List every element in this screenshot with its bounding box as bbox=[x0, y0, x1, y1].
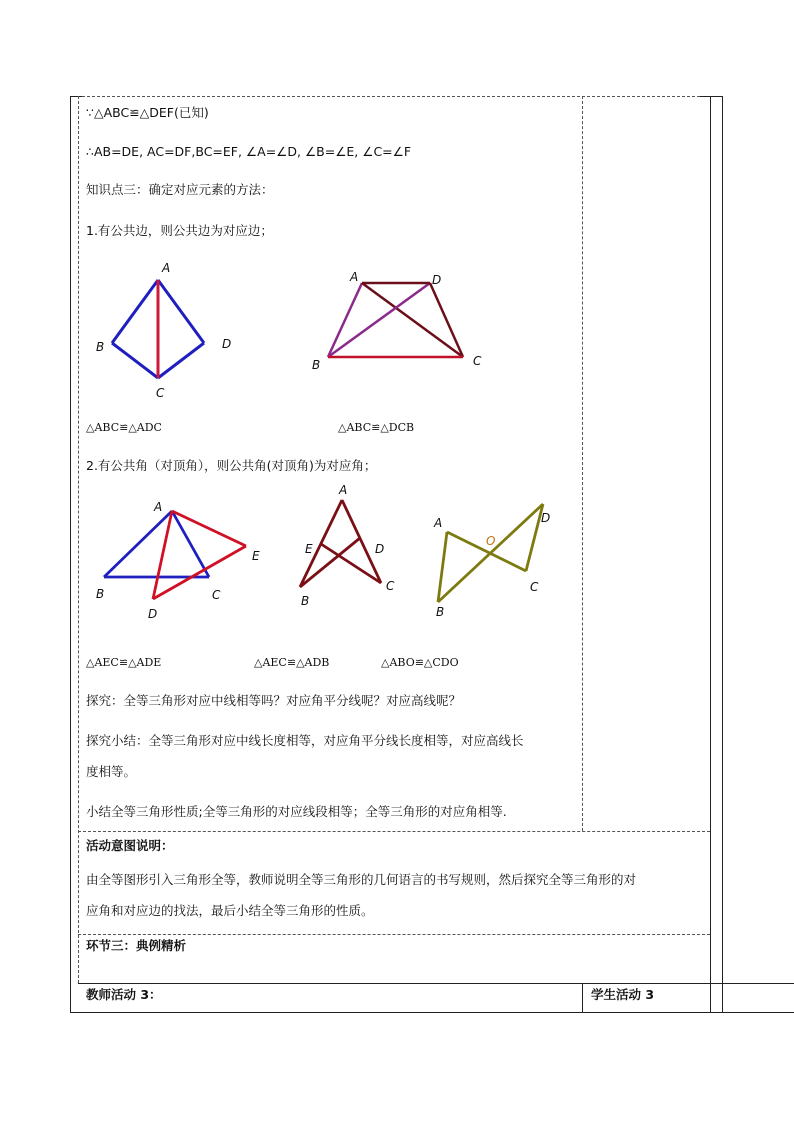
knowledge-point-three: 知识点三：确定对应元素的方法： bbox=[86, 182, 274, 197]
caption-shared-vertex: △AEC≌△ADB bbox=[254, 656, 330, 669]
label-o: O bbox=[486, 534, 496, 548]
premise-line: ∵△ABC≌△DEF(已知) bbox=[86, 105, 209, 120]
label-d: D bbox=[375, 542, 385, 556]
intent-text-line1: 由全等图形引入三角形全等，教师说明全等三角形的几何语言的书写规则，然后探究全等三角形的对 bbox=[86, 872, 637, 887]
label-b: B bbox=[96, 587, 105, 601]
side-de bbox=[153, 546, 246, 599]
outer-left-border bbox=[70, 96, 71, 1013]
label-b: B bbox=[436, 605, 445, 619]
explore-summary-line1: 探究小结：全等三角形对应中线长度相等，对应角平分线长度相等，对应高线长 bbox=[86, 733, 524, 748]
label-a: A bbox=[350, 270, 359, 284]
figure-bowtie bbox=[428, 498, 568, 620]
row-divider-intent bbox=[78, 831, 710, 832]
label-a: A bbox=[339, 483, 348, 497]
caption-rotated: △AEC≌△ADE bbox=[86, 656, 162, 669]
top-border bbox=[82, 96, 710, 97]
figure-kite bbox=[90, 258, 250, 403]
teacher-activity-label: 教师活动 3： bbox=[86, 987, 162, 1002]
figure-crossed-triangles bbox=[308, 262, 498, 377]
footer-top-border bbox=[78, 983, 794, 984]
top-border-left bbox=[70, 96, 82, 97]
label-c: C bbox=[212, 588, 221, 602]
row-divider-section3 bbox=[78, 934, 710, 935]
label-d: D bbox=[541, 511, 551, 525]
intent-heading: 活动意图说明： bbox=[86, 838, 174, 853]
label-c: C bbox=[386, 579, 395, 593]
caption-crossed: △ABC≌△DCB bbox=[338, 421, 415, 434]
label-c: C bbox=[473, 354, 482, 368]
side-db bbox=[438, 504, 543, 602]
footer-divider bbox=[582, 983, 583, 1013]
side-ab bbox=[104, 511, 172, 577]
top-border-right bbox=[700, 96, 722, 97]
label-e: E bbox=[252, 549, 260, 563]
label-d: D bbox=[432, 273, 442, 287]
figure-rotated-triangles bbox=[88, 492, 278, 624]
side-ad bbox=[153, 511, 172, 599]
side-ab bbox=[438, 532, 447, 602]
caption-bowtie: △ABO≌△CDO bbox=[381, 656, 459, 669]
label-e: E bbox=[305, 542, 313, 556]
right-inner-border bbox=[710, 96, 711, 1013]
intent-text-line2: 应角和对应边的找法，最后小结全等三角形的性质。 bbox=[86, 903, 374, 918]
conclusion-line: ∴AB=DE, AC=DF,BC=EF, ∠A=∠D, ∠B=∠E, ∠C=∠F bbox=[86, 144, 412, 159]
inner-left-border bbox=[78, 96, 79, 983]
bottom-border bbox=[70, 1012, 794, 1013]
student-activity-label: 学生活动 3 bbox=[591, 987, 655, 1002]
rule-common-angle: 2.有公共角（对顶角），则公共角(对顶角)为对应角； bbox=[86, 458, 377, 473]
explore-summary-line2: 度相等。 bbox=[86, 764, 137, 779]
label-c: C bbox=[530, 580, 539, 594]
label-a: A bbox=[154, 500, 163, 514]
explore-question: 探究：全等三角形对应中线相等吗？对应角平分线呢？对应高线呢？ bbox=[86, 693, 462, 708]
label-d: D bbox=[148, 607, 158, 621]
label-b: B bbox=[312, 358, 321, 372]
rule-common-side: 1.有公共边，则公共边为对应边； bbox=[86, 223, 273, 238]
label-d: D bbox=[222, 337, 232, 351]
outer-right-border bbox=[722, 96, 723, 1013]
label-b: B bbox=[301, 594, 310, 608]
content-right-border bbox=[582, 96, 583, 831]
figure-shared-vertex bbox=[292, 480, 412, 610]
label-c: C bbox=[156, 386, 165, 400]
section-three-heading: 环节三：典例精析 bbox=[86, 938, 187, 953]
label-b: B bbox=[96, 340, 105, 354]
caption-kite: △ABC≌△ADC bbox=[86, 421, 162, 434]
label-a: A bbox=[434, 516, 443, 530]
label-a: A bbox=[162, 261, 171, 275]
property-summary: 小结全等三角形性质;全等三角形的对应线段相等；全等三角形的对应角相等. bbox=[86, 804, 507, 819]
